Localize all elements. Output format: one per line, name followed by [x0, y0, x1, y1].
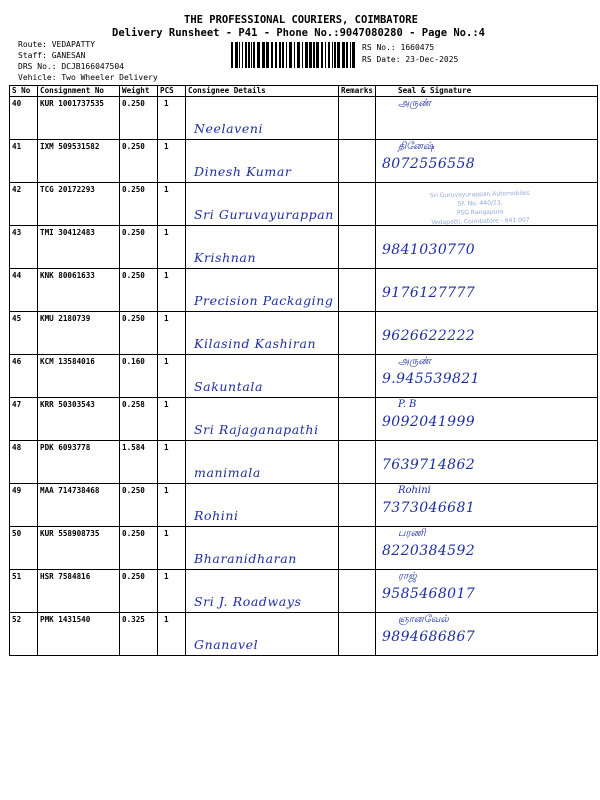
signature-scribble: ஞானவேல்: [398, 614, 449, 625]
recipient-phone: 9.945539821: [382, 371, 480, 387]
barcode-bar: [350, 42, 351, 68]
remarks-cell: [339, 613, 376, 656]
col-weight: Weight: [120, 86, 158, 97]
stamp-line-1: Sri Guruvayurappan Automobiles: [429, 189, 530, 200]
remarks-cell: [339, 441, 376, 484]
table-row: [10, 613, 598, 656]
remarks-cell: [339, 140, 376, 183]
consignment-cell: KNK 80061633: [38, 269, 120, 312]
recipient-phone: 7639714862: [382, 457, 476, 473]
pcs-cell: 1: [158, 570, 186, 613]
col-remarks: Remarks: [339, 86, 376, 97]
pcs-cell: 1: [158, 140, 186, 183]
barcode-bar: [305, 42, 308, 68]
sno-cell: 48: [10, 441, 38, 484]
consignee-cell: [186, 312, 339, 355]
consignee-name: Rohini: [194, 508, 239, 523]
sno-cell: 45: [10, 312, 38, 355]
barcode-bar: [271, 42, 273, 68]
pcs-cell: 1: [158, 183, 186, 226]
table-row: [10, 527, 598, 570]
recipient-phone: 9092041999: [382, 414, 476, 430]
remarks-cell: [339, 312, 376, 355]
barcode-bar: [289, 42, 292, 68]
sno-cell: 40: [10, 97, 38, 140]
consignee-name: Sri J. Roadways: [194, 594, 302, 609]
barcode-bar: [297, 42, 300, 68]
consignee-cell: [186, 441, 339, 484]
recipient-phone: 9626622222: [382, 328, 476, 344]
weight-cell: 0.250: [120, 527, 158, 570]
table-row: [10, 570, 598, 613]
barcode-bar: [275, 42, 277, 68]
signature-cell: [376, 140, 598, 183]
pcs-cell: 1: [158, 527, 186, 570]
signature-cell: [376, 97, 598, 140]
table-row: [10, 312, 598, 355]
consignment-cell: PDK 6093778: [38, 441, 120, 484]
weight-cell: 1.584: [120, 441, 158, 484]
barcode-bar: [321, 42, 323, 68]
weight-cell: 0.250: [120, 312, 158, 355]
pcs-cell: 1: [158, 613, 186, 656]
table-row: [10, 441, 598, 484]
stamp-line-2: SF. No. 440/23,: [457, 199, 503, 208]
runsheet-table: [9, 85, 598, 656]
consignment-cell: HSR 7584816: [38, 570, 120, 613]
consignee-cell: [186, 527, 339, 570]
barcode-bar: [231, 42, 233, 68]
remarks-cell: [339, 269, 376, 312]
weight-cell: 0.250: [120, 226, 158, 269]
barcode-bar: [352, 42, 355, 68]
consignee-name: Dinesh Kumar: [194, 164, 292, 179]
col-consignee: Consignee Details: [186, 86, 339, 97]
signature-cell: [376, 441, 598, 484]
consignee-name: Sri Guruvayurappan: [194, 207, 334, 222]
weight-cell: 0.325: [120, 613, 158, 656]
table-row: [10, 484, 598, 527]
signature-cell: [376, 269, 598, 312]
table-row: [10, 398, 598, 441]
consignment-cell: MAA 714738468: [38, 484, 120, 527]
barcode-bar: [309, 42, 312, 68]
barcode-bar: [334, 42, 336, 68]
signature-scribble: பரணி: [398, 528, 426, 539]
consignee-cell: [186, 226, 339, 269]
signature-scribble: அருண்: [398, 98, 432, 109]
barcode-bar: [239, 42, 240, 68]
barcode-bar: [282, 42, 284, 68]
recipient-phone: 8220384592: [382, 543, 476, 559]
weight-cell: 0.250: [120, 183, 158, 226]
consignee-cell: [186, 355, 339, 398]
sno-cell: 47: [10, 398, 38, 441]
barcode-bar: [332, 42, 333, 68]
remarks-cell: [339, 97, 376, 140]
pcs-cell: 1: [158, 269, 186, 312]
barcode-bar: [253, 42, 255, 68]
pcs-cell: 1: [158, 484, 186, 527]
recipient-phone: 7373046681: [382, 500, 476, 516]
barcode-bar: [325, 42, 326, 68]
table-row: [10, 355, 598, 398]
barcode-bar: [257, 42, 260, 68]
recipient-phone: 9841030770: [382, 242, 476, 258]
pcs-cell: 1: [158, 312, 186, 355]
barcode-bar: [262, 42, 265, 68]
consignment-cell: KMU 2180739: [38, 312, 120, 355]
recipient-phone: 9585468017: [382, 586, 476, 602]
sno-cell: 43: [10, 226, 38, 269]
consignee-cell: [186, 97, 339, 140]
table-row: [10, 140, 598, 183]
consignee-name: Krishnan: [194, 250, 257, 265]
signature-cell: [376, 398, 598, 441]
barcode-bar: [245, 42, 247, 68]
rs-date: RS Date: 23-Dec-2025: [362, 55, 459, 64]
remarks-cell: [339, 355, 376, 398]
consignee-name: Gnanavel: [194, 637, 259, 652]
route-label: Route: VEDAPATTY: [18, 40, 96, 49]
sno-cell: 42: [10, 183, 38, 226]
staff-label: Staff: GANESAN: [18, 51, 86, 60]
signature-cell: [376, 570, 598, 613]
barcode-bar: [248, 42, 250, 68]
barcode-bar: [279, 42, 281, 68]
barcode-bar: [242, 42, 243, 68]
barcode-graphic: [230, 42, 358, 68]
consignee-name: manimala: [194, 465, 261, 480]
barcode-bar: [302, 42, 303, 68]
barcode-bar: [313, 42, 315, 68]
signature-scribble: Rohini: [398, 485, 431, 496]
pcs-cell: 1: [158, 398, 186, 441]
company-stamp: [392, 188, 569, 255]
signature-scribble: தினேஷ்: [398, 141, 435, 152]
table-row: [10, 97, 598, 140]
consignee-name: Neelaveni: [194, 121, 264, 136]
consignment-cell: KUR 558908735: [38, 527, 120, 570]
sno-cell: 49: [10, 484, 38, 527]
stamp-line-3: PSG Rangapura: [456, 208, 504, 217]
barcode-bar: [342, 42, 345, 68]
remarks-cell: [339, 398, 376, 441]
consignee-cell: [186, 269, 339, 312]
weight-cell: 0.250: [120, 484, 158, 527]
signature-cell: [376, 613, 598, 656]
barcode-bar: [316, 42, 319, 68]
recipient-phone: 8072556558: [382, 156, 476, 172]
pcs-cell: 1: [158, 441, 186, 484]
col-pcs: PCS: [158, 86, 186, 97]
consignee-name: Kilasind Kashiran: [194, 336, 317, 351]
remarks-cell: [339, 570, 376, 613]
sno-cell: 44: [10, 269, 38, 312]
runsheet-subtitle: Delivery Runsheet - P41 - Phone No.:9047080280 - Page No.:4: [112, 27, 485, 39]
barcode-bar: [266, 42, 269, 68]
consignment-cell: KRR 50303543: [38, 398, 120, 441]
weight-cell: 0.250: [120, 140, 158, 183]
pcs-cell: 1: [158, 355, 186, 398]
barcode-bar: [286, 42, 287, 68]
consignee-name: Precision Packaging: [194, 293, 334, 308]
signature-scribble: P. B: [398, 399, 417, 410]
col-sno: S No: [10, 86, 38, 97]
signature-cell: [376, 355, 598, 398]
consignee-cell: [186, 484, 339, 527]
signature-cell: [376, 484, 598, 527]
barcode-bar: [294, 42, 295, 68]
consignee-cell: [186, 398, 339, 441]
col-seal-signature: Seal & Signature: [376, 86, 598, 97]
drs-label: DRS No.: DCJB166047504: [18, 62, 124, 71]
consignment-cell: IXM 509531582: [38, 140, 120, 183]
consignee-cell: [186, 570, 339, 613]
consignee-name: Sri Rajaganapathi: [194, 422, 319, 437]
signature-cell: [376, 527, 598, 570]
barcode-bar: [337, 42, 340, 68]
sno-cell: 51: [10, 570, 38, 613]
signature-cell: [376, 312, 598, 355]
consignee-cell: [186, 613, 339, 656]
vehicle-label: Vehicle: Two Wheeler Delivery: [18, 73, 158, 82]
stamp-line-4: Vedapatti, Coimbatore - 641 007: [431, 216, 530, 227]
weight-cell: 0.250: [120, 97, 158, 140]
barcode-bar: [235, 42, 238, 68]
company-name: THE PROFESSIONAL COURIERS, COIMBATORE: [184, 14, 418, 26]
sno-cell: 46: [10, 355, 38, 398]
consignee-cell: [186, 183, 339, 226]
barcode-bar: [346, 42, 348, 68]
consignment-cell: KUR 1001737535: [38, 97, 120, 140]
remarks-cell: [339, 226, 376, 269]
table-row: [10, 269, 598, 312]
sno-cell: 41: [10, 140, 38, 183]
pcs-cell: 1: [158, 97, 186, 140]
weight-cell: 0.258: [120, 398, 158, 441]
recipient-phone: 9894686867: [382, 629, 476, 645]
table-header-row: [10, 86, 598, 97]
table-body: [10, 97, 598, 656]
remarks-cell: [339, 484, 376, 527]
signature-scribble: ராஜ்: [398, 571, 417, 582]
signature-scribble: அருண்: [398, 356, 432, 367]
consignment-cell: TCG 20172293: [38, 183, 120, 226]
remarks-cell: [339, 527, 376, 570]
rs-number: RS No.: 1660475: [362, 43, 435, 52]
consignment-cell: PMK 1431540: [38, 613, 120, 656]
barcode: [230, 42, 358, 68]
weight-cell: 0.160: [120, 355, 158, 398]
consignment-cell: TMI 30412483: [38, 226, 120, 269]
recipient-phone: 9176127777: [382, 285, 476, 301]
pcs-cell: 1: [158, 226, 186, 269]
sno-cell: 50: [10, 527, 38, 570]
consignee-name: Sakuntala: [194, 379, 264, 394]
weight-cell: 0.250: [120, 570, 158, 613]
consignee-cell: [186, 140, 339, 183]
consignment-cell: KCM 13584016: [38, 355, 120, 398]
sno-cell: 52: [10, 613, 38, 656]
consignee-name: Bharanidharan: [194, 551, 297, 566]
col-consignment: Consignment No: [38, 86, 120, 97]
barcode-bar: [328, 42, 330, 68]
weight-cell: 0.250: [120, 269, 158, 312]
barcode-bar: [251, 42, 252, 68]
remarks-cell: [339, 183, 376, 226]
